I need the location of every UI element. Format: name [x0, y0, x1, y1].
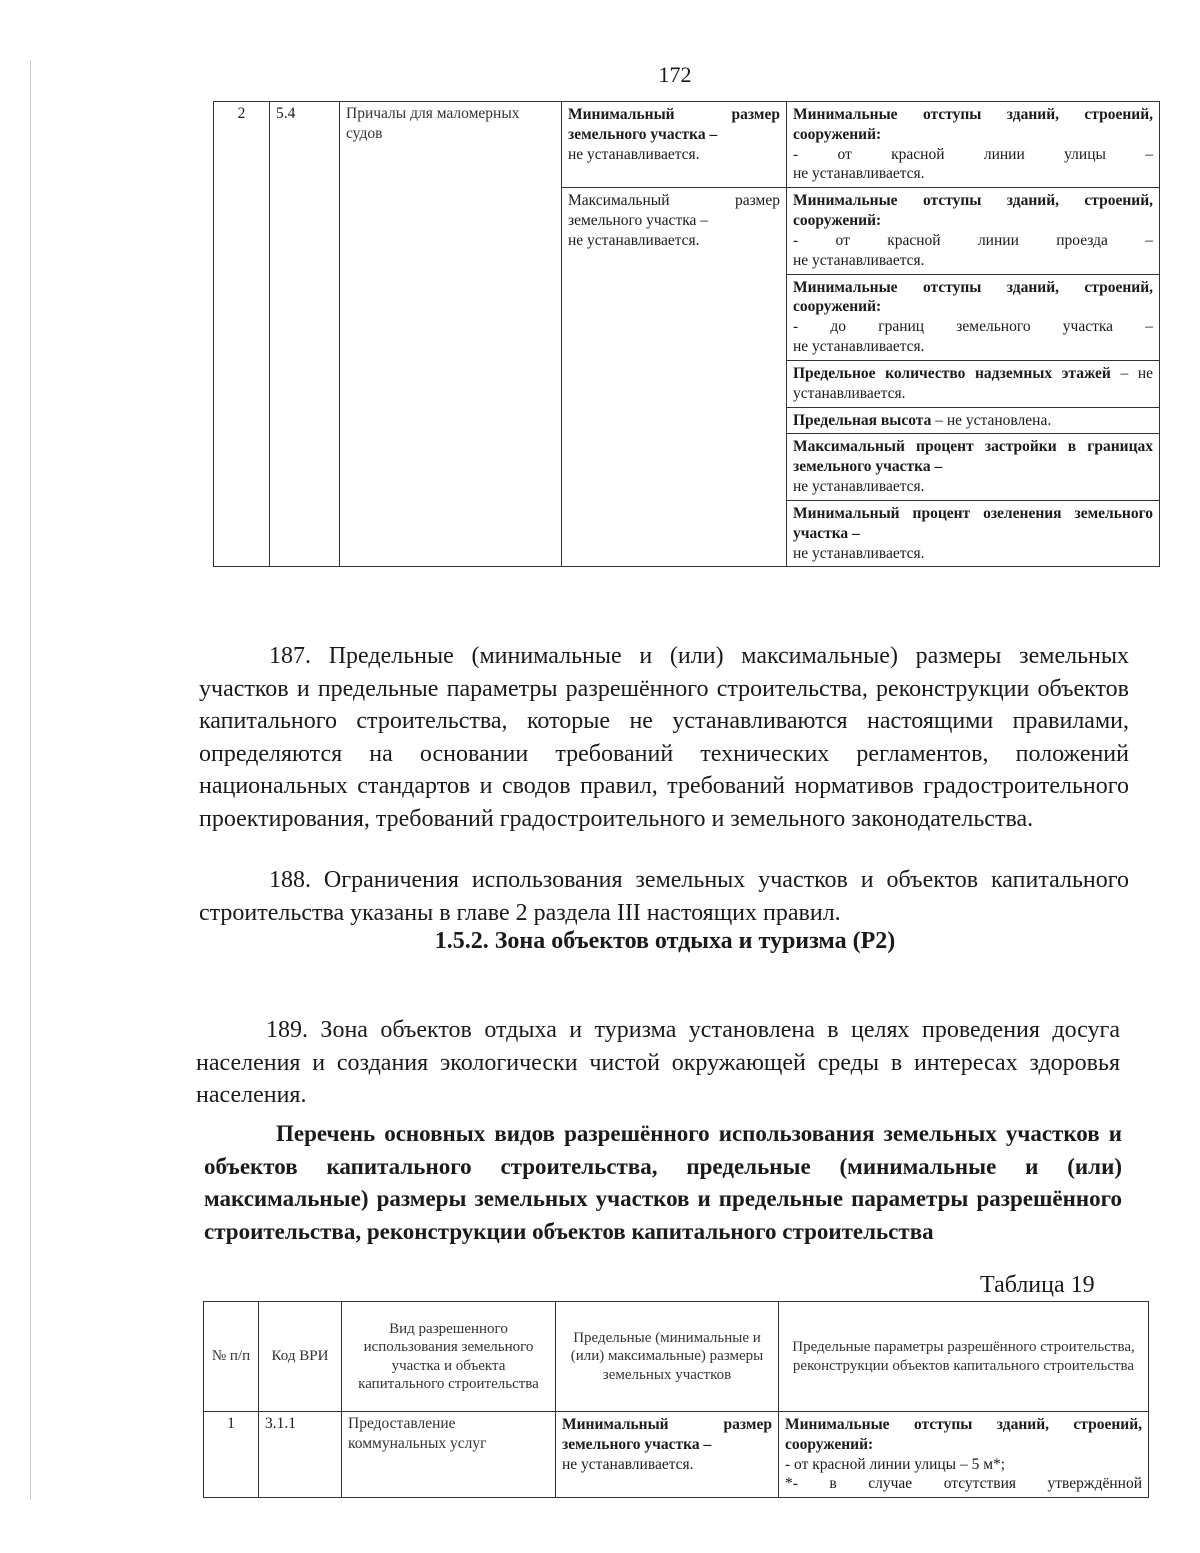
- paragraph-189: [196, 1014, 1120, 1112]
- param-label: Минимальные отступы зданий, строений, сооружений:: [785, 1416, 1142, 1453]
- param-cell: [787, 434, 1160, 500]
- zone-params-table-continued: [213, 101, 1160, 567]
- param-line: *- в случае отсутствия утверждённой: [785, 1475, 1142, 1493]
- page-number: 172: [658, 62, 692, 87]
- param-label: Минимальные отступы зданий, строений, сооружений:: [793, 192, 1153, 230]
- header-code: Код ВРИ: [259, 1302, 342, 1412]
- max-size-value: не устанавливается.: [568, 231, 700, 249]
- param-value: не устанавливается.: [793, 478, 925, 496]
- min-size-value: не устанавливается.: [562, 1455, 694, 1473]
- param-value: не устанавливается.: [793, 165, 925, 183]
- header-sizes: Предельные (минимальные и (или) максимальные) размеры земельных участков: [556, 1302, 779, 1412]
- use-type-name: Причалы для маломерных судов: [340, 102, 562, 567]
- param-label: Максимальный процент застройки в границах земельного участка –: [793, 438, 1153, 476]
- table-header-row: [204, 1302, 1149, 1412]
- zone-p2-main-uses-table: [203, 1301, 1149, 1498]
- param-label: Минимальные отступы зданий, строений, сооружений:: [793, 106, 1153, 143]
- param-label: Предельная высота: [793, 411, 932, 429]
- use-type-name: Предоставление коммунальных услуг: [342, 1412, 556, 1498]
- vri-code: 3.1.1: [259, 1412, 342, 1498]
- param-cell: [787, 500, 1160, 566]
- param-detail: - до границ земельного участка –: [793, 318, 1153, 336]
- param-label: Минимальные отступы зданий, строений, сооружений:: [793, 278, 1153, 316]
- list-title: [204, 1118, 1122, 1248]
- param-value: – не устанавливается.: [793, 364, 1153, 402]
- min-size-value: не устанавливается.: [568, 145, 700, 163]
- param-value: не устанавливается.: [793, 338, 925, 356]
- paragraph-187: [199, 640, 1129, 835]
- row-number: 2: [214, 102, 270, 567]
- table-row: [204, 1412, 1149, 1498]
- min-size-label: Минимальный размер земельного участка –: [568, 106, 780, 143]
- min-size-cell: [562, 102, 787, 188]
- param-label: Предельное количество надземных этажей: [793, 364, 1111, 382]
- header-use: Вид разрешенного использования земельного участка и объекта капитального строительства: [342, 1302, 556, 1412]
- row-number: 1: [204, 1412, 259, 1498]
- list-title-text: Перечень основных видов разрешённого использования земельных участков и объектов капитального строительства, предельные (минимальные и (или) максимальные) размеры земельных участков и предельные параметры разрешённого строительства, реконструкции объектов капитального строительства: [204, 1121, 1122, 1244]
- header-num: № п/п: [204, 1302, 259, 1412]
- section-heading: 1.5.2. Зона объектов отдыха и туризма (Р2): [434, 928, 896, 954]
- paragraph-189-text: 189. Зона объектов отдыха и туризма установлена в целях проведения досуга населения и создания экологически чистой окружающей среды в интересах здоровья населения.: [196, 1017, 1120, 1108]
- paragraph-187-text: 187. Предельные (минимальные и (или) максимальные) размеры земельных участков и предельные параметры разрешённого строительства, реконструкции объектов капитального строительства, которые не устанавливаются настоящими правилами, определяются на основании требований технических регламентов, положений национальных стандартов и сводов правил, требований нормативов градостроительного проектирования, требований градостроительного и земельного законодательства.: [199, 643, 1129, 832]
- vri-code: 5.4: [270, 102, 340, 567]
- param-cell: [787, 360, 1160, 407]
- header-params: Предельные параметры разрешённого строительства, реконструкции объектов капитального строительства: [779, 1302, 1149, 1412]
- max-size-label: Максимальный размер земельного участка –: [568, 192, 780, 230]
- min-size-cell: [556, 1412, 779, 1498]
- min-size-label: Минимальный размер земельного участка –: [562, 1416, 772, 1453]
- param-cell: [779, 1412, 1149, 1498]
- max-size-cell: [562, 188, 787, 567]
- param-cell: [787, 188, 1160, 274]
- param-detail: - от красной линии проезда –: [793, 231, 1153, 249]
- param-label: Минимальный процент озеленения земельного участка –: [793, 504, 1153, 542]
- param-value: не устанавливается.: [793, 544, 925, 562]
- paragraph-188-text: 188. Ограничения использования земельных участков и объектов капитального строительства указаны в главе 2 раздела III настоящих правил.: [199, 867, 1129, 926]
- table-row: [214, 102, 1160, 188]
- param-line: - от красной линии улицы – 5 м*;: [785, 1455, 1006, 1473]
- param-value: – не установлена.: [931, 411, 1052, 429]
- param-value: не устанавливается.: [793, 251, 925, 269]
- table-caption: Таблица 19: [980, 1272, 1095, 1298]
- param-cell: [787, 102, 1160, 188]
- scan-edge-line: [30, 60, 31, 1500]
- param-detail: - от красной линии улицы –: [793, 145, 1153, 163]
- paragraph-188: [199, 864, 1129, 929]
- param-cell: [787, 274, 1160, 360]
- param-cell: [787, 407, 1160, 434]
